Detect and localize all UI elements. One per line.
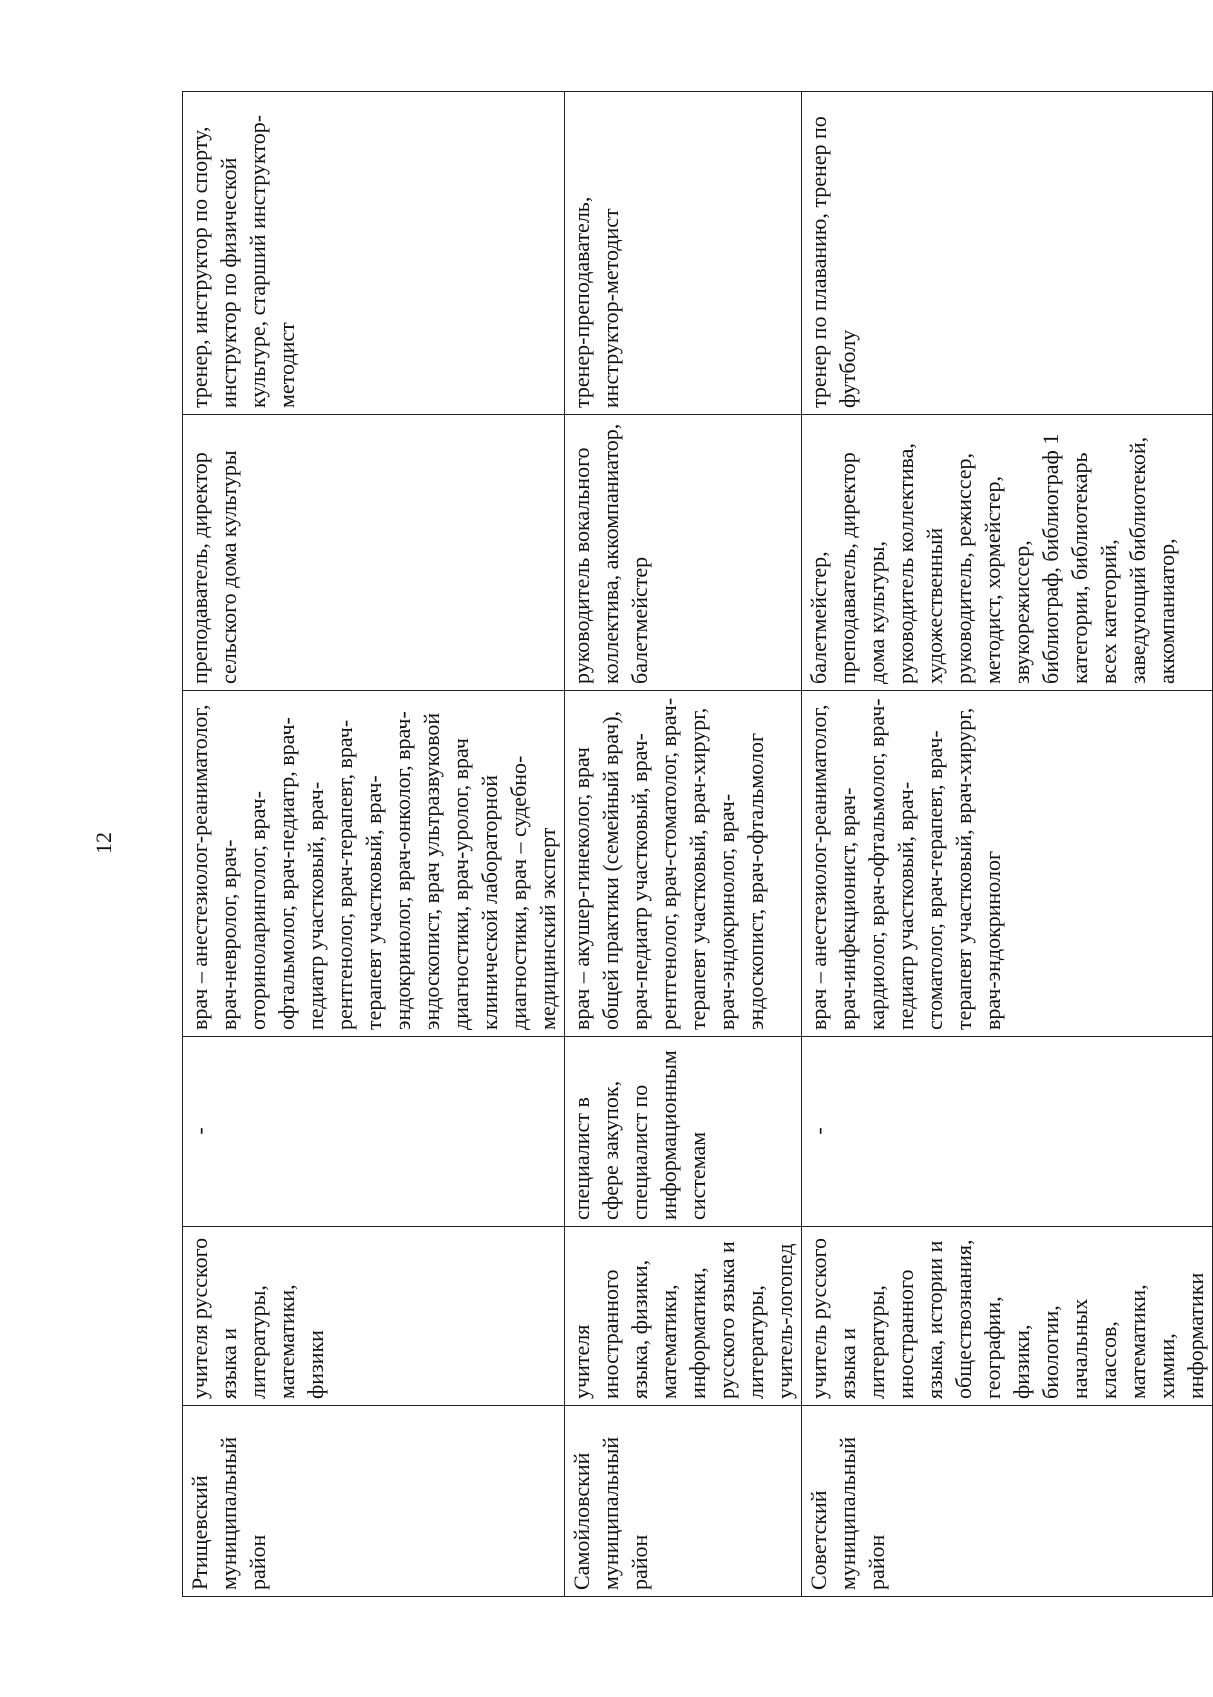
- doctors-cell: врач – анестезиолог-реаниматолог, врач-инфекционист, врач-кардиолог, врач-офтальмолог, врач-педиатр участковый, врач-стоматолог, врач-терапевт, врач-терапевт участковый, врач-хирург, врач-эндокринолог: [802, 691, 1213, 1037]
- table-row: [802, 92, 1213, 1597]
- district-cell: Советский муниципальный район: [802, 1406, 1213, 1597]
- sport-cell: тренер-преподаватель, инструктор-методист: [565, 92, 802, 415]
- teachers-cell: учитель русского языка и литературы, иностранного языка, истории и обществознания, географии, физики, биологии, начальных классов, математики, химии, информатики: [802, 1227, 1213, 1406]
- doctors-cell: врач – акушер-гинеколог, врач общей практики (семейный врач), врач-педиатр участковый, врач-рентгенолог, врач-стоматолог, врач-терапевт участковый, врач-хирург, врач-эндокринолог, врач-эндоскопист, врач-офтальмолог: [565, 691, 802, 1037]
- culture-cell: балетмейстер, преподаватель, директор дома культуры, руководитель коллектива, художественный руководитель, режиссер, методист, хормейстер, звукорежиссер, библиограф, библиограф 1 категории, библиотекарь всех категорий, заведующий библиотекой, аккомпаниатор,: [802, 415, 1213, 691]
- culture-cell: руководитель вокального коллектива, аккомпаниатор, балетмейстер: [565, 415, 802, 691]
- sport-cell: тренер по плаванию, тренер по футболу: [802, 92, 1213, 415]
- rotated-table-container: [182, 92, 1208, 1597]
- specialists-cell: -: [183, 1037, 565, 1227]
- sport-cell: тренер, инструктор по спорту, инструктор по физической культуре, старший инструктор-методист: [183, 92, 565, 415]
- specialists-cell: -: [802, 1037, 1213, 1227]
- specialists-cell: специалист в сфере закупок, специалист по информационным системам: [565, 1037, 802, 1227]
- teachers-cell: учителя иностранного языка, физики, математики, информатики, русского языка и литературы, учитель-логопед: [565, 1227, 802, 1406]
- culture-cell: преподаватель, директор сельского дома культуры: [183, 415, 565, 691]
- district-cell: Ртищевский муниципальный район: [183, 1406, 565, 1597]
- district-cell: Самойловский муниципальный район: [565, 1406, 802, 1597]
- table-row: [183, 92, 565, 1597]
- teachers-cell: учителя русского языка и литературы, математики, физики: [183, 1227, 565, 1406]
- page-number: 12: [91, 832, 116, 854]
- vacancies-table: [182, 91, 1213, 1597]
- doctors-cell: врач – анестезиолог-реаниматолог, врач-невролог, врач-оториноларинголог, врач-офтальмолог, врач-педиатр, врач-педиатр участковый, врач-рентгенолог, врач-терапевт, врач-терапевт участковый, врач-эндокринолог, врач-онколог, врач-эндоскопист, врач ультразвуковой диагностики, врач-уролог, врач клинической лабораторной диагностики, врач – судебно-медицинский эксперт: [183, 691, 565, 1037]
- table-row: [565, 92, 802, 1597]
